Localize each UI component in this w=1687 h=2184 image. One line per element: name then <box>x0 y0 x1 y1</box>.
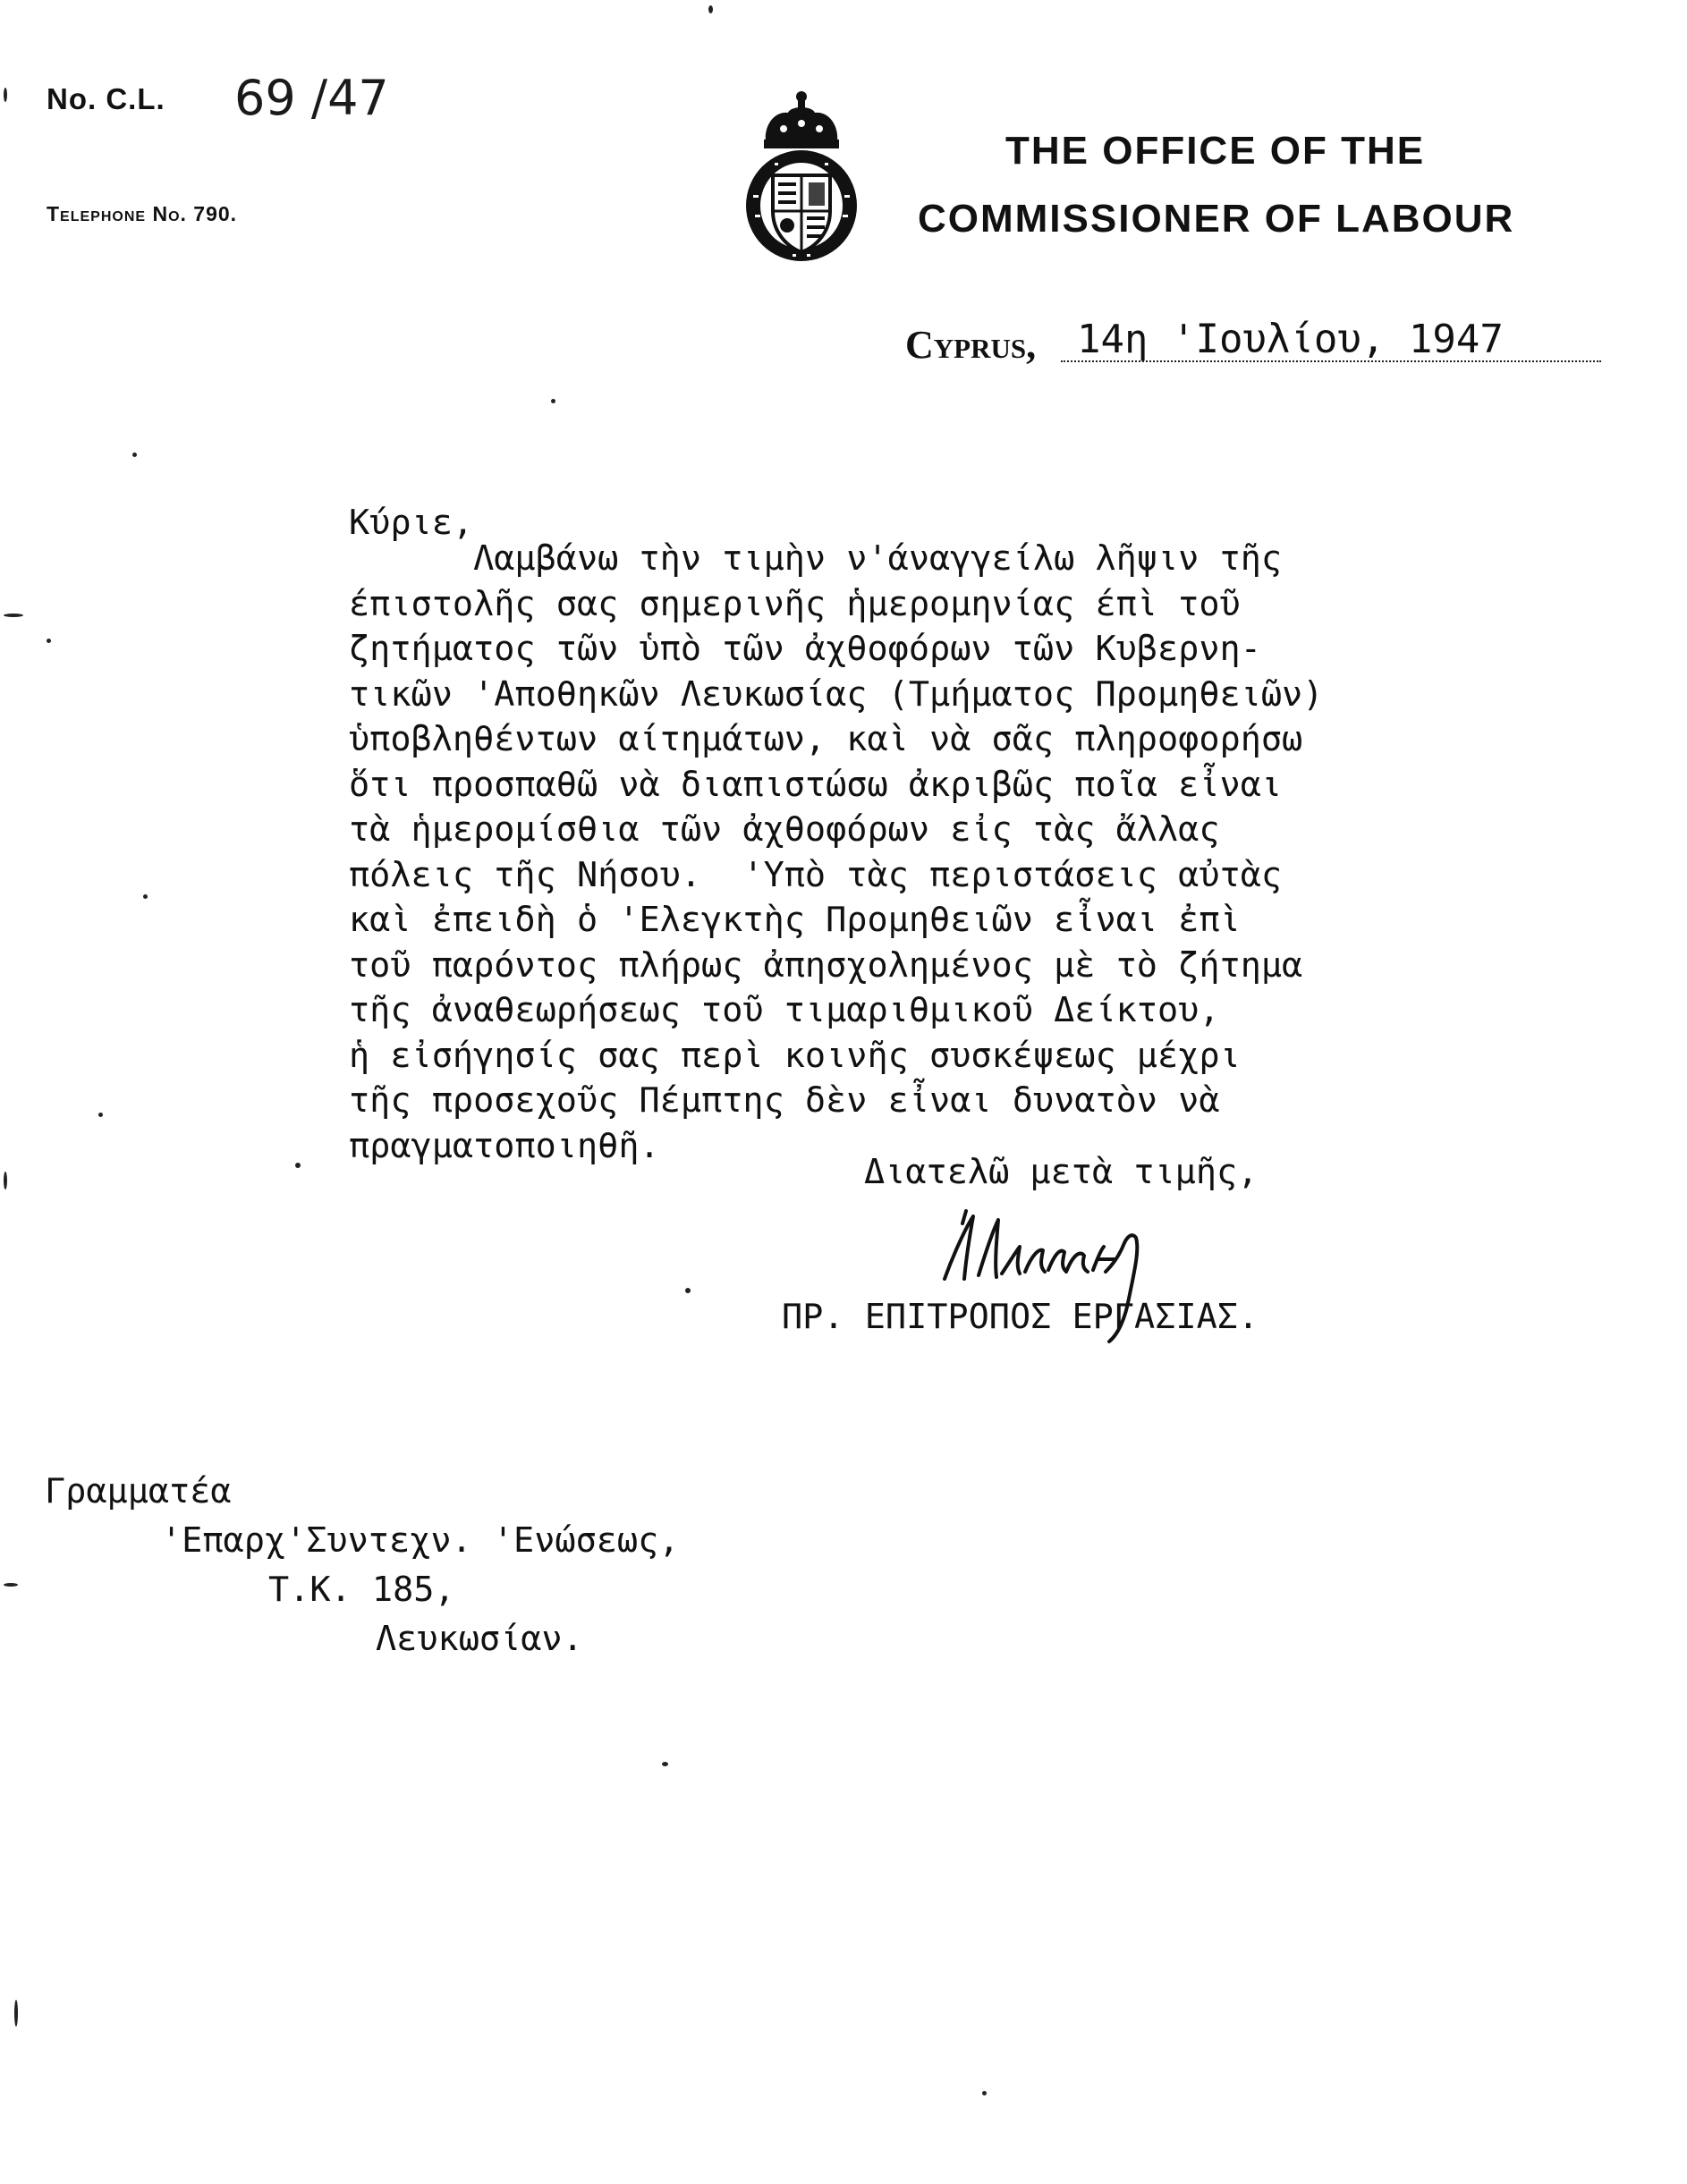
scan-speck <box>14 2000 18 2027</box>
letter-body <box>349 537 1323 1169</box>
royal-coat-of-arms-icon <box>739 89 864 264</box>
dateline-place: Cyprus, <box>905 323 1037 367</box>
reference-label: No. C.L. <box>47 82 165 115</box>
scan-speck <box>4 88 7 102</box>
body-line: τοῦ παρόντος πλήρως ἀπησχολημένος μὲ τὸ ζήτημα <box>349 944 1303 986</box>
scan-speck <box>982 2091 987 2095</box>
handwritten-signature-icon <box>927 1200 1231 1370</box>
body-line: τῆς ἀναθεωρήσεως τοῦ τιμαριθμικοῦ Δείκτου, <box>349 990 1220 1030</box>
body-line: τὰ ἡμερομίσθια τῶν ἀχθοφόρων εἰς τὰς ἄλλας <box>349 809 1220 850</box>
dateline-dotted-rule <box>1061 360 1601 362</box>
body-line: πόλεις τῆς Νήσου. 'Υπὸ τὰς περιστάσεις αὐτὰς <box>349 854 1283 895</box>
body-line: ζητήματος τῶν ὑπὸ τῶν ἀχθοφόρων τῶν Κυβερνη- <box>349 629 1261 669</box>
body-line: καὶ ἐπειδὴ ὁ 'Ελεγκτὴς Προμηθειῶν εἶναι ἐπὶ <box>349 900 1241 940</box>
body-line: ὑποβληθέντων αίτημάτων, καὶ νὰ σᾶς πληροφορήσω <box>349 719 1303 759</box>
scan-speck <box>4 1583 18 1587</box>
recipient-line2: 'Επαρχ'Συντεχν. 'Ενώσεως, <box>161 1520 680 1561</box>
scan-speck <box>708 5 713 13</box>
scan-speck <box>4 614 23 617</box>
scan-speck <box>551 399 555 403</box>
body-line: ὅτι προσπαθῶ νὰ διαπιστώσω ἀκριβῶς ποῖα εἶναι <box>349 764 1283 805</box>
office-title-line2: COMMISSIONER OF LABOUR <box>918 197 1515 241</box>
recipient-line4: Λευκωσίαν. <box>376 1619 583 1659</box>
reference-number: 69 /47 <box>234 70 389 126</box>
salutation: Κύριε, <box>349 503 474 543</box>
recipient-line1: Γραμματέα <box>45 1471 232 1511</box>
body-line: Λαμβάνω τὴν τιμὴν ν'άναγγείλω λῆψιν τῆς <box>349 538 1283 579</box>
scan-speck <box>47 639 51 643</box>
office-title-line1: THE OFFICE OF THE <box>1005 129 1426 173</box>
scan-speck <box>98 1113 103 1117</box>
scan-speck <box>4 1172 7 1189</box>
body-line: έπιστολῆς σας σημερινῆς ἡμερομηνίας έπὶ τοῦ <box>349 583 1241 624</box>
recipient-line3: Τ.Κ. 185, <box>268 1570 455 1610</box>
body-line: ἡ εἰσήγησίς σας περὶ κοινῆς συσκέψεως μέχρι <box>349 1035 1241 1076</box>
signer-title: ΠΡ. ΕΠΙΤΡΟΠΟΣ ΕΡΓΑΣΙΑΣ. <box>782 1297 1259 1337</box>
telephone-number: Telephone No. 790. <box>47 202 238 225</box>
dateline-date: 14η 'Ιουλίου, 1947 <box>1077 317 1504 362</box>
scan-speck <box>685 1288 691 1293</box>
scan-speck <box>143 894 148 899</box>
scan-speck <box>662 1762 668 1766</box>
body-line: τῆς προσεχοῦς Πέμπτης δὲν εἶναι δυνατὸν νὰ <box>349 1080 1220 1121</box>
body-line: πραγματοποιηθῆ. <box>349 1125 660 1166</box>
closing-phrase: Διατελῶ μετὰ τιμῆς, <box>864 1152 1259 1192</box>
body-line: τικῶν 'Αποθηκῶν Λευκωσίας (Τμήματος Προμηθειῶν) <box>349 673 1324 715</box>
scan-speck <box>132 453 137 457</box>
scan-speck <box>295 1163 301 1168</box>
